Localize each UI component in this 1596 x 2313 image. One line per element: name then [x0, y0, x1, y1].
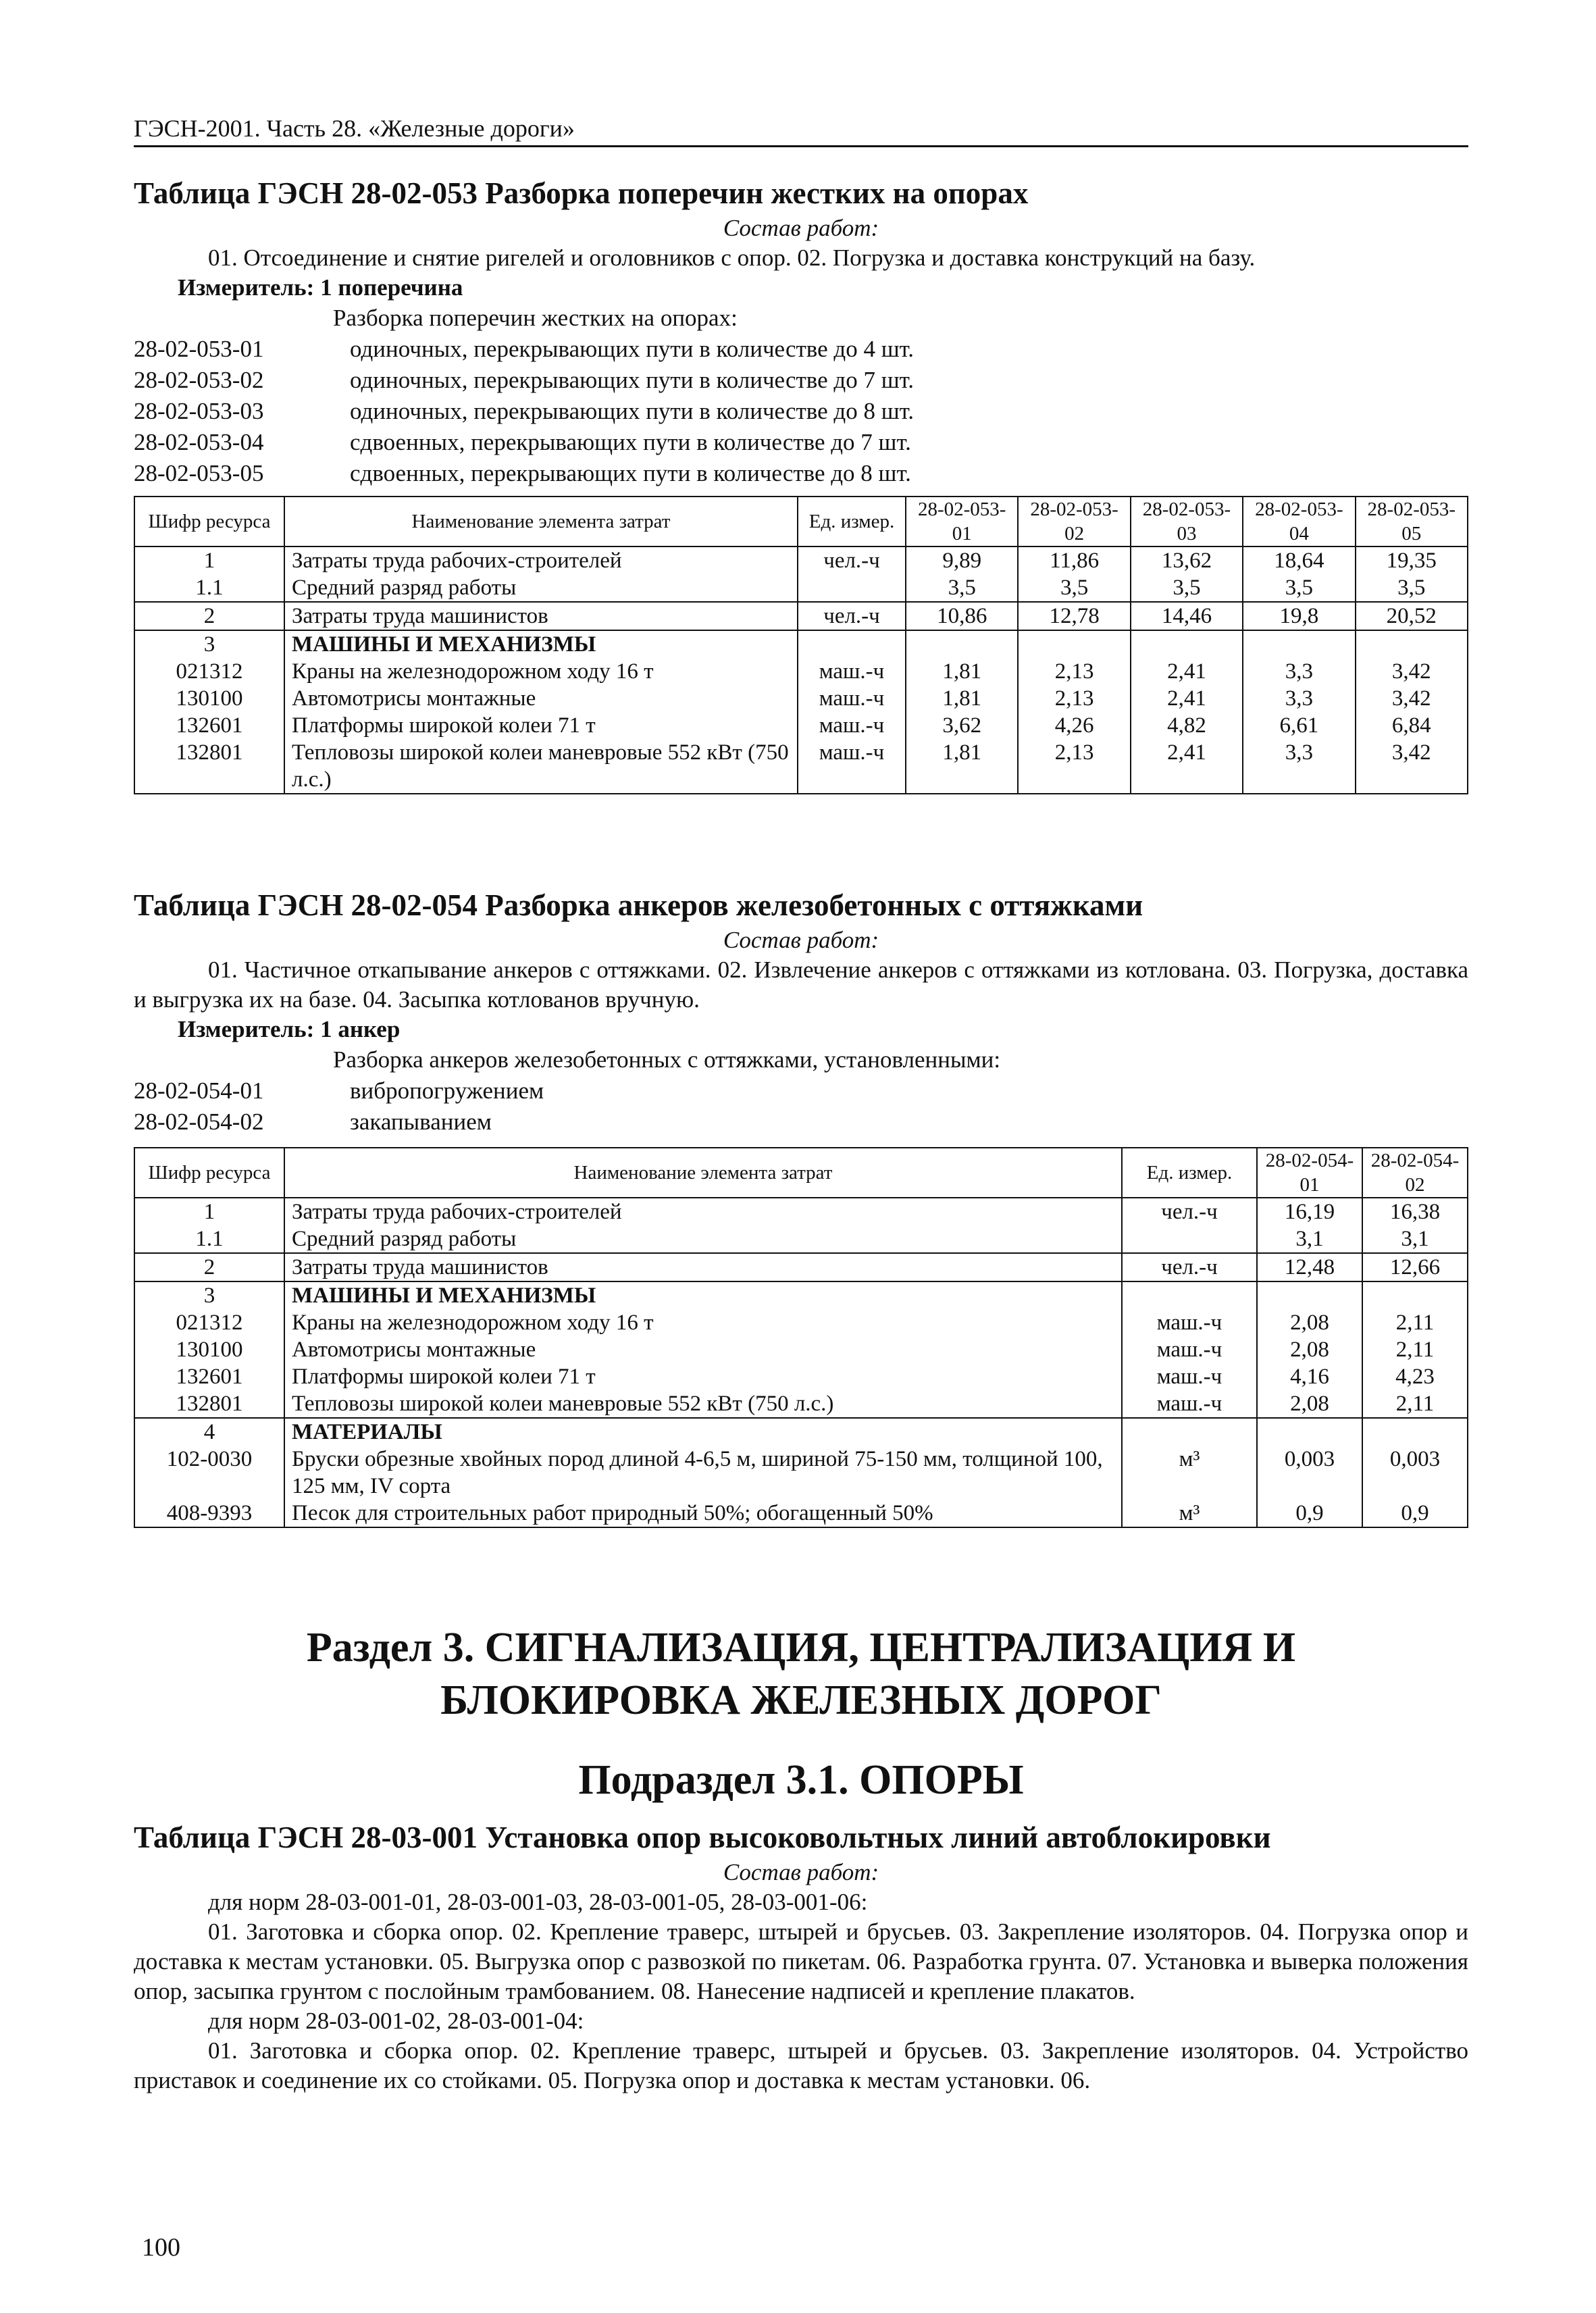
cell-value: 3,5 — [906, 574, 1018, 602]
cell-value: 12,48 — [1257, 1253, 1362, 1281]
cell-value: 20,52 — [1356, 602, 1468, 630]
cell-name: Средний разряд работы — [284, 1225, 1122, 1253]
cell-value: 19,8 — [1243, 602, 1355, 630]
section-3 — [134, 1621, 1468, 1806]
cell-value: 2,11 — [1362, 1309, 1468, 1336]
cell-code: 1 — [134, 1198, 284, 1225]
cell-name: Песок для строительных работ природный 50%; обогащенный 50% — [284, 1500, 1122, 1527]
cell-value: 2,41 — [1131, 685, 1243, 712]
norm-code: 28-02-054-02 — [134, 1109, 264, 1135]
cell-value: 2,13 — [1018, 658, 1130, 685]
cell-value: 3,3 — [1243, 685, 1355, 712]
cell-code: 3 — [134, 1281, 284, 1309]
header-unit: Ед. измер. — [1122, 1148, 1257, 1198]
cell-value: 12,78 — [1018, 602, 1130, 630]
cell-value: 0,003 — [1362, 1446, 1468, 1500]
table-row — [134, 1363, 1468, 1390]
cell-name: Тепловозы широкой колеи маневровые 552 кВт (750 л.с.) — [284, 739, 798, 794]
cell-name: Платформы широкой колеи 71 т — [284, 1363, 1122, 1390]
cell-code: 130100 — [134, 1336, 284, 1363]
norm-text: сдвоенных, перекрывающих пути в количестве до 8 шт. — [350, 460, 911, 486]
norms-scope-1: для норм 28-03-001-01, 28-03-001-03, 28-03-001-05, 28-03-001-06: — [208, 1889, 868, 1915]
cell-value — [1018, 630, 1130, 658]
cell-value: 4,26 — [1018, 712, 1130, 739]
table-row — [134, 1309, 1468, 1336]
table-row — [134, 1390, 1468, 1418]
cell-unit: чел.-ч — [1122, 1198, 1257, 1225]
table-row — [134, 1446, 1468, 1500]
cell-value: 13,62 — [1131, 547, 1243, 574]
cell-unit: маш.-ч — [798, 712, 906, 739]
norm-text: одиночных, перекрывающих пути в количестве до 7 шт. — [350, 367, 915, 393]
header-code: Шифр ресурса — [134, 1148, 284, 1198]
subsection-title: Подраздел 3.1. ОПОРЫ — [578, 1757, 1024, 1803]
cell-value: 2,13 — [1018, 685, 1130, 712]
cell-value — [1356, 630, 1468, 658]
cell-value: 2,08 — [1257, 1336, 1362, 1363]
cell-value: 4,82 — [1131, 712, 1243, 739]
cell-code: 3 — [134, 630, 284, 658]
cell-value — [906, 630, 1018, 658]
cell-unit: чел.-ч — [798, 602, 906, 630]
section-28-02-054 — [134, 885, 1468, 1528]
header-rule — [134, 145, 1468, 147]
table-row — [134, 602, 1468, 630]
cell-name: Краны на железнодорожном ходу 16 т — [284, 1309, 1122, 1336]
table-title: Таблица ГЭСН 28-02-053 Разборка поперечин жестких на опорах — [134, 176, 1029, 210]
composition-label: Состав работ: — [723, 927, 879, 953]
table-row — [134, 630, 1468, 658]
section-28-03-001 — [134, 1817, 1468, 2095]
cell-name: Тепловозы широкой колеи маневровые 552 кВт (750 л.с.) — [284, 1390, 1122, 1418]
cell-code: 130100 — [134, 685, 284, 712]
norms-intro: Разборка анкеров железобетонных с оттяжками, установленными: — [333, 1046, 1001, 1073]
cell-value: 2,11 — [1362, 1390, 1468, 1418]
norm-code: 28-02-053-01 — [134, 336, 264, 362]
cell-code: 132801 — [134, 739, 284, 794]
norm-code: 28-02-053-03 — [134, 398, 264, 424]
header-norm-code: 28-02-053-03 — [1131, 497, 1243, 547]
cell-unit — [1122, 1225, 1257, 1253]
cell-value: 12,66 — [1362, 1253, 1468, 1281]
cell-unit: чел.-ч — [1122, 1253, 1257, 1281]
cell-code: 4 — [134, 1418, 284, 1446]
norm-code: 28-02-053-05 — [134, 460, 264, 486]
header-norm-code: 28-02-053-01 — [906, 497, 1018, 547]
cell-value: 2,13 — [1018, 739, 1130, 794]
composition-text: 01. Частичное откапывание анкеров с оттяжками. 02. Извлечение анкеров с оттяжками из котлована. 03. Погрузка, доставка и выгрузка их на базе. 04. Засыпка котлованов вручную. — [134, 957, 1468, 1013]
cell-unit — [1122, 1418, 1257, 1446]
table-title: Таблица ГЭСН 28-02-054 Разборка анкеров железобетонных с оттяжками — [134, 888, 1143, 922]
header-code: Шифр ресурса — [134, 497, 284, 547]
norm-text: одиночных, перекрывающих пути в количестве до 8 шт. — [350, 398, 915, 424]
table-row — [134, 1418, 1468, 1446]
cell-unit: маш.-ч — [1122, 1390, 1257, 1418]
resource-table — [134, 496, 1468, 794]
norm-row — [134, 1075, 1468, 1107]
table-row — [134, 1281, 1468, 1309]
table-row — [134, 1198, 1468, 1225]
norm-code: 28-02-053-04 — [134, 429, 264, 455]
cell-unit: маш.-ч — [1122, 1336, 1257, 1363]
table-row — [134, 658, 1468, 685]
table-title: Таблица ГЭСН 28-03-001 Установка опор высоковольтных линий автоблокировки — [134, 1821, 1271, 1854]
cell-name: МАТЕРИАЛЫ — [284, 1418, 1122, 1446]
cell-code: 102-0030 — [134, 1446, 284, 1500]
resource-table — [134, 1147, 1468, 1528]
running-header: ГЭСН-2001. Часть 28. «Железные дороги» — [134, 115, 575, 142]
composition-label: Состав работ: — [723, 215, 879, 241]
cell-name: Затраты труда машинистов — [284, 602, 798, 630]
cell-name: Платформы широкой колеи 71 т — [284, 712, 798, 739]
cell-value: 18,64 — [1243, 547, 1355, 574]
norm-text: вибропогружением — [350, 1077, 544, 1104]
table-row — [134, 1336, 1468, 1363]
cell-value: 16,38 — [1362, 1198, 1468, 1225]
cell-code: 1.1 — [134, 574, 284, 602]
norm-row — [134, 396, 1468, 427]
cell-value: 1,81 — [906, 658, 1018, 685]
cell-value: 3,3 — [1243, 739, 1355, 794]
cell-value: 11,86 — [1018, 547, 1130, 574]
cell-code: 2 — [134, 602, 284, 630]
cell-value — [1131, 630, 1243, 658]
cell-unit: чел.-ч — [798, 547, 906, 574]
cell-code: 021312 — [134, 658, 284, 685]
table-row — [134, 739, 1468, 794]
cell-value: 3,1 — [1362, 1225, 1468, 1253]
norm-row — [134, 365, 1468, 396]
cell-name: Средний разряд работы — [284, 574, 798, 602]
table-row — [134, 1225, 1468, 1253]
cell-value: 3,5 — [1018, 574, 1130, 602]
cell-code: 408-9393 — [134, 1500, 284, 1527]
composition-label: Состав работ: — [723, 1859, 879, 1885]
cell-value: 4,16 — [1257, 1363, 1362, 1390]
norms-scope-2: для норм 28-03-001-02, 28-03-001-04: — [208, 2008, 584, 2034]
meter: Измеритель: 1 анкер — [178, 1016, 401, 1042]
header-unit: Ед. измер. — [798, 497, 906, 547]
cell-value: 6,84 — [1356, 712, 1468, 739]
cell-name: МАШИНЫ И МЕХАНИЗМЫ — [284, 1281, 1122, 1309]
cell-value: 16,19 — [1257, 1198, 1362, 1225]
norm-row — [134, 458, 1468, 489]
header-norm-code: 28-02-054-01 — [1257, 1148, 1362, 1198]
composition-text-1: 01. Заготовка и сборка опор. 02. Крепление траверс, штырей и брусьев. 03. Закрепление изоляторов. 04. Погрузка опор и доставка к местам установки. 05. Выгрузка опор с развозкой по пикетам. 06. Разработка грунта. 07. Установка и выверка положения опор, засыпка грунтом с послойным трамбованием. 08. Нанесение надписей и крепление плакатов. — [134, 1918, 1468, 2004]
cell-value — [1362, 1418, 1468, 1446]
cell-value: 0,003 — [1257, 1446, 1362, 1500]
table-row — [134, 685, 1468, 712]
table-row — [134, 547, 1468, 574]
table-row — [134, 1500, 1468, 1527]
norms-list — [134, 1075, 1468, 1138]
norm-text: одиночных, перекрывающих пути в количестве до 4 шт. — [350, 336, 915, 362]
cell-value: 4,23 — [1362, 1363, 1468, 1390]
cell-name: МАШИНЫ И МЕХАНИЗМЫ — [284, 630, 798, 658]
cell-code: 1.1 — [134, 1225, 284, 1253]
cell-value — [1362, 1281, 1468, 1309]
header-norm-code: 28-02-053-02 — [1018, 497, 1130, 547]
cell-value: 3,3 — [1243, 658, 1355, 685]
norm-text: сдвоенных, перекрывающих пути в количестве до 7 шт. — [350, 429, 911, 455]
header-norm-code: 28-02-053-04 — [1243, 497, 1355, 547]
section-28-02-053 — [134, 173, 1468, 794]
norm-text: закапыванием — [350, 1109, 492, 1135]
cell-value: 19,35 — [1356, 547, 1468, 574]
cell-unit: маш.-ч — [1122, 1363, 1257, 1390]
cell-value: 9,89 — [906, 547, 1018, 574]
cell-value: 2,08 — [1257, 1390, 1362, 1418]
cell-name: Затраты труда рабочих-строителей — [284, 547, 798, 574]
cell-value — [1257, 1418, 1362, 1446]
page-number: 100 — [142, 2233, 180, 2262]
header-name: Наименование элемента затрат — [284, 497, 798, 547]
cell-code: 132601 — [134, 712, 284, 739]
cell-value: 3,1 — [1257, 1225, 1362, 1253]
table-row — [134, 712, 1468, 739]
cell-value: 2,11 — [1362, 1336, 1468, 1363]
cell-code: 2 — [134, 1253, 284, 1281]
cell-name: Краны на железнодорожном ходу 16 т — [284, 658, 798, 685]
cell-value: 3,42 — [1356, 658, 1468, 685]
cell-value — [1257, 1281, 1362, 1309]
meter: Измеритель: 1 поперечина — [178, 274, 463, 301]
cell-unit — [798, 574, 906, 602]
composition-text: 01. Отсоединение и снятие ригелей и оголовников с опор. 02. Погрузка и доставка конструкций на базу. — [208, 245, 1256, 271]
cell-code: 021312 — [134, 1309, 284, 1336]
cell-value: 3,62 — [906, 712, 1018, 739]
cell-value: 2,41 — [1131, 739, 1243, 794]
header-norm-code: 28-02-053-05 — [1356, 497, 1468, 547]
cell-value: 3,42 — [1356, 685, 1468, 712]
cell-unit: м³ — [1122, 1446, 1257, 1500]
cell-value: 2,41 — [1131, 658, 1243, 685]
cell-name: Автомотрисы монтажные — [284, 1336, 1122, 1363]
cell-value: 6,61 — [1243, 712, 1355, 739]
norms-intro: Разборка поперечин жестких на опорах: — [333, 305, 738, 331]
table-row — [134, 574, 1468, 602]
cell-unit: маш.-ч — [798, 739, 906, 794]
cell-value: 1,81 — [906, 739, 1018, 794]
norm-row — [134, 427, 1468, 458]
header-name: Наименование элемента затрат — [284, 1148, 1122, 1198]
cell-value: 0,9 — [1362, 1500, 1468, 1527]
cell-unit — [1122, 1281, 1257, 1309]
composition-text-2: 01. Заготовка и сборка опор. 02. Крепление траверс, штырей и брусьев. 03. Закрепление изоляторов. 04. Устройство приставок и соединение их со стойками. 05. Погрузка опор и доставка к местам установки. 06. — [134, 2037, 1468, 2093]
cell-unit: м³ — [1122, 1500, 1257, 1527]
cell-name: Автомотрисы монтажные — [284, 685, 798, 712]
cell-value: 3,42 — [1356, 739, 1468, 794]
cell-unit: маш.-ч — [798, 658, 906, 685]
norm-code: 28-02-054-01 — [134, 1077, 264, 1104]
cell-value: 10,86 — [906, 602, 1018, 630]
cell-value — [1243, 630, 1355, 658]
cell-value: 14,46 — [1131, 602, 1243, 630]
norm-code: 28-02-053-02 — [134, 367, 264, 393]
cell-name: Затраты труда машинистов — [284, 1253, 1122, 1281]
norm-row — [134, 334, 1468, 365]
cell-unit: маш.-ч — [798, 685, 906, 712]
cell-value: 2,08 — [1257, 1309, 1362, 1336]
cell-unit — [798, 630, 906, 658]
norms-list — [134, 334, 1468, 489]
section-title: Раздел 3. СИГНАЛИЗАЦИЯ, ЦЕНТРАЛИЗАЦИЯ И БЛОКИРОВКА ЖЕЛЕЗНЫХ ДОРОГ — [306, 1625, 1296, 1723]
header-norm-code: 28-02-054-02 — [1362, 1148, 1468, 1198]
cell-value: 1,81 — [906, 685, 1018, 712]
cell-name: Бруски обрезные хвойных пород длиной 4-6,5 м, шириной 75-150 мм, толщиной 100, 125 мм, IV сорта — [284, 1446, 1122, 1500]
cell-code: 132801 — [134, 1390, 284, 1418]
cell-code: 1 — [134, 547, 284, 574]
cell-value: 3,5 — [1131, 574, 1243, 602]
cell-value: 3,5 — [1356, 574, 1468, 602]
cell-value: 3,5 — [1243, 574, 1355, 602]
cell-unit: маш.-ч — [1122, 1309, 1257, 1336]
cell-name: Затраты труда рабочих-строителей — [284, 1198, 1122, 1225]
cell-value: 0,9 — [1257, 1500, 1362, 1527]
table-row — [134, 1253, 1468, 1281]
cell-code: 132601 — [134, 1363, 284, 1390]
norm-row — [134, 1107, 1468, 1138]
